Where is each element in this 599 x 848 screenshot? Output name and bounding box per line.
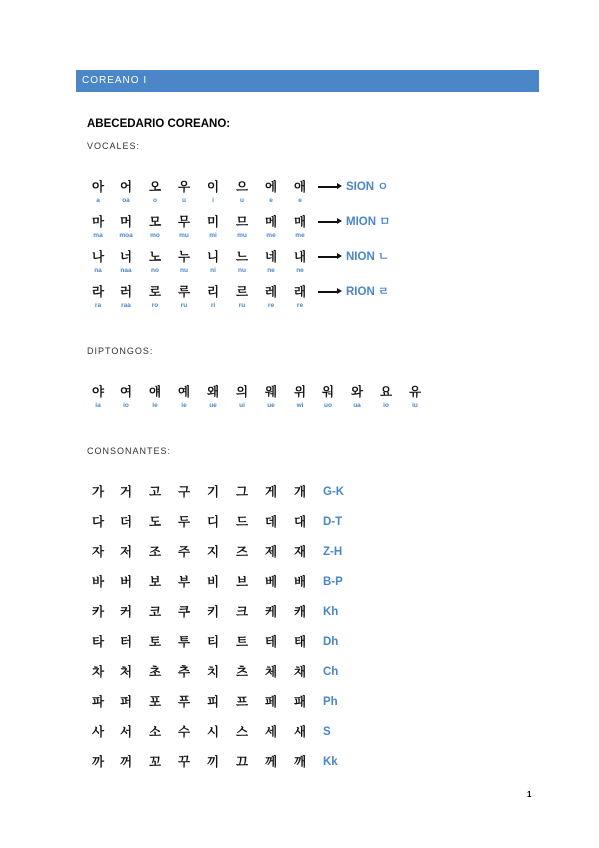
romanization: a — [96, 197, 100, 204]
syllable: 여 — [119, 384, 133, 399]
syllable: 브 — [235, 574, 249, 589]
syllable: 꾸 — [177, 754, 191, 769]
syllable: 구 — [177, 484, 191, 499]
romanization: ru — [180, 302, 188, 309]
syllable: 니 — [206, 249, 220, 264]
syllable: 내 — [293, 249, 307, 264]
consonant-row — [0, 514, 599, 532]
romanization: ne — [296, 267, 304, 274]
romanization: moa — [119, 232, 133, 239]
row-label: Ph — [323, 696, 338, 708]
syllable: 아 — [91, 179, 105, 194]
syllable: 체 — [264, 664, 278, 679]
page-number: 1 — [527, 790, 532, 799]
syllable: 패 — [293, 694, 307, 709]
arrow-icon — [318, 291, 338, 293]
syllable: 모 — [148, 214, 162, 229]
romanization: ue — [267, 402, 275, 409]
consonant-row — [0, 604, 599, 622]
romanization: me — [266, 232, 276, 239]
romanization: u — [182, 197, 186, 204]
syllable: 피 — [206, 694, 220, 709]
syllable: 우 — [177, 179, 191, 194]
syllable: 토 — [148, 634, 162, 649]
romanization: nu — [180, 267, 188, 274]
syllable: 끄 — [235, 754, 249, 769]
syllable: 르 — [235, 284, 249, 299]
syllable: 꼬 — [148, 754, 162, 769]
romanization: uo — [324, 402, 332, 409]
syllable: 고 — [148, 484, 162, 499]
row-label: Z-H — [323, 546, 343, 558]
row-label: Dh — [323, 636, 339, 648]
syllable: 와 — [350, 384, 364, 399]
syllable: 카 — [91, 604, 105, 619]
syllable: 의 — [235, 384, 249, 399]
romanization: iu — [412, 402, 418, 409]
syllable: 소 — [148, 724, 162, 739]
romanization: mu — [237, 232, 247, 239]
syllable: 머 — [119, 214, 133, 229]
syllable: 얘 — [148, 384, 162, 399]
syllable: 게 — [264, 484, 278, 499]
row-label: RION ㄹ — [346, 286, 390, 298]
syllable: 쿠 — [177, 604, 191, 619]
syllable: 웨 — [264, 384, 278, 399]
romanization: mi — [209, 232, 217, 239]
syllable: 로 — [148, 284, 162, 299]
row-label: MION ㅁ — [346, 216, 391, 228]
syllable: 께 — [264, 754, 278, 769]
syllable: 메 — [264, 214, 278, 229]
syllable: 사 — [91, 724, 105, 739]
syllable: 느 — [235, 249, 249, 264]
section-diptongos-label: DIPTONGOS: — [87, 346, 154, 356]
romanization: me — [295, 232, 305, 239]
consonant-row — [0, 664, 599, 682]
romanization: re — [267, 302, 275, 309]
syllable: 추 — [177, 664, 191, 679]
syllable: 두 — [177, 514, 191, 529]
syllable: 커 — [119, 604, 133, 619]
romanization: o — [153, 197, 157, 204]
romanization: ne — [267, 267, 275, 274]
syllable: 가 — [91, 484, 105, 499]
romanization: io — [383, 402, 389, 409]
syllable: 키 — [206, 604, 220, 619]
romanization: ra — [94, 302, 102, 309]
syllable: 루 — [177, 284, 191, 299]
syllable: 래 — [293, 284, 307, 299]
row-label: Kh — [323, 606, 339, 618]
page-title: ABECEDARIO COREANO: — [87, 118, 231, 130]
section-vocales-label: VOCALES: — [87, 141, 141, 151]
syllable: 트 — [235, 634, 249, 649]
syllable: 매 — [293, 214, 307, 229]
syllable: 오 — [148, 179, 162, 194]
syllable: 네 — [264, 249, 278, 264]
syllable: 티 — [206, 634, 220, 649]
romanization: na — [94, 267, 102, 274]
syllable: 유 — [408, 384, 422, 399]
syllable: 왜 — [206, 384, 220, 399]
consonant-row — [0, 574, 599, 592]
arrow-icon — [318, 221, 338, 223]
syllable: 나 — [91, 249, 105, 264]
romanization: naa — [120, 267, 132, 274]
row-label: NION ㄴ — [346, 251, 390, 263]
syllable: 드 — [235, 514, 249, 529]
syllable: 미 — [206, 214, 220, 229]
romanization: mo — [150, 232, 160, 239]
syllable: 애 — [293, 179, 307, 194]
syllable: 치 — [206, 664, 220, 679]
romanization: io — [123, 402, 129, 409]
syllable: 태 — [293, 634, 307, 649]
syllable: 배 — [293, 574, 307, 589]
syllable: 서 — [119, 724, 133, 739]
romanization: re — [296, 302, 304, 309]
syllable: 세 — [264, 724, 278, 739]
syllable: 코 — [148, 604, 162, 619]
romanization: ui — [239, 402, 245, 409]
syllable: 주 — [177, 544, 191, 559]
romanization: raa — [121, 302, 131, 309]
syllable: 거 — [119, 484, 133, 499]
syllable: 어 — [119, 179, 133, 194]
row-label: G-K — [323, 486, 345, 498]
romanization: wi — [296, 402, 304, 409]
syllable: 조 — [148, 544, 162, 559]
syllable: 까 — [91, 754, 105, 769]
syllable: 부 — [177, 574, 191, 589]
syllable: 디 — [206, 514, 220, 529]
arrow-icon — [318, 256, 338, 258]
romanization: ru — [238, 302, 246, 309]
romanization: e — [298, 197, 302, 204]
syllable: 마 — [91, 214, 105, 229]
vocal-row — [0, 249, 599, 279]
romanization: mu — [179, 232, 189, 239]
syllable: 페 — [264, 694, 278, 709]
syllable: 새 — [293, 724, 307, 739]
vocal-row — [0, 214, 599, 244]
syllable: 베 — [264, 574, 278, 589]
vocal-row — [0, 284, 599, 314]
romanization: ie — [181, 402, 187, 409]
syllable: 버 — [119, 574, 133, 589]
syllable: 다 — [91, 514, 105, 529]
syllable: 으 — [235, 179, 249, 194]
section-consonantes-label: CONSONANTES: — [87, 446, 172, 456]
syllable: 너 — [119, 249, 133, 264]
syllable: 포 — [148, 694, 162, 709]
syllable: 프 — [235, 694, 249, 709]
vocal-row — [0, 179, 599, 209]
syllable: 초 — [148, 664, 162, 679]
row-label: Kk — [323, 756, 338, 768]
romanization: ie — [152, 402, 158, 409]
syllable: 지 — [206, 544, 220, 559]
row-label: B-P — [323, 576, 343, 588]
romanization: ni — [210, 267, 216, 274]
syllable: 캐 — [293, 604, 307, 619]
romanization: ia — [95, 402, 101, 409]
syllable: 케 — [264, 604, 278, 619]
header-title: COREANO I — [82, 75, 148, 86]
syllable: 대 — [293, 514, 307, 529]
consonant-row — [0, 634, 599, 652]
syllable: 수 — [177, 724, 191, 739]
syllable: 테 — [264, 634, 278, 649]
syllable: 크 — [235, 604, 249, 619]
syllable: 기 — [206, 484, 220, 499]
syllable: 터 — [119, 634, 133, 649]
header-bar — [76, 70, 539, 92]
diptongo-row — [0, 384, 599, 414]
syllable: 처 — [119, 664, 133, 679]
romanization: ua — [353, 402, 361, 409]
syllable: 데 — [264, 514, 278, 529]
syllable: 푸 — [177, 694, 191, 709]
romanization: nu — [238, 267, 246, 274]
syllable: 야 — [91, 384, 105, 399]
syllable: 재 — [293, 544, 307, 559]
syllable: 보 — [148, 574, 162, 589]
romanization: no — [151, 267, 159, 274]
syllable: 에 — [264, 179, 278, 194]
syllable: 즈 — [235, 544, 249, 559]
romanization: i — [212, 197, 214, 204]
syllable: 시 — [206, 724, 220, 739]
syllable: 워 — [321, 384, 335, 399]
syllable: 스 — [235, 724, 249, 739]
syllable: 차 — [91, 664, 105, 679]
syllable: 레 — [264, 284, 278, 299]
syllable: 예 — [177, 384, 191, 399]
syllable: 도 — [148, 514, 162, 529]
romanization: ma — [93, 232, 103, 239]
romanization: u — [240, 197, 244, 204]
syllable: 무 — [177, 214, 191, 229]
syllable: 위 — [293, 384, 307, 399]
syllable: 채 — [293, 664, 307, 679]
arrow-icon — [318, 186, 338, 188]
syllable: 바 — [91, 574, 105, 589]
row-label: D-T — [323, 516, 343, 528]
romanization: e — [269, 197, 273, 204]
syllable: 파 — [91, 694, 105, 709]
syllable: 타 — [91, 634, 105, 649]
syllable: 누 — [177, 249, 191, 264]
syllable: 자 — [91, 544, 105, 559]
syllable: 꺼 — [119, 754, 133, 769]
consonant-row — [0, 724, 599, 742]
romanization: ue — [209, 402, 217, 409]
syllable: 투 — [177, 634, 191, 649]
syllable: 츠 — [235, 664, 249, 679]
syllable: 더 — [119, 514, 133, 529]
syllable: 러 — [119, 284, 133, 299]
syllable: 제 — [264, 544, 278, 559]
syllable: 라 — [91, 284, 105, 299]
romanization: ro — [151, 302, 159, 309]
consonant-row — [0, 544, 599, 562]
row-label: Ch — [323, 666, 339, 678]
consonant-row — [0, 754, 599, 772]
consonant-row — [0, 484, 599, 502]
syllable: 므 — [235, 214, 249, 229]
syllable: 요 — [379, 384, 393, 399]
romanization: oa — [122, 197, 130, 204]
syllable: 깨 — [293, 754, 307, 769]
syllable: 저 — [119, 544, 133, 559]
row-label: SION ㅇ — [346, 181, 389, 193]
syllable: 리 — [206, 284, 220, 299]
consonant-row — [0, 694, 599, 712]
syllable: 그 — [235, 484, 249, 499]
syllable: 끼 — [206, 754, 220, 769]
syllable: 비 — [206, 574, 220, 589]
syllable: 퍼 — [119, 694, 133, 709]
syllable: 노 — [148, 249, 162, 264]
row-label: S — [323, 726, 331, 738]
syllable: 개 — [293, 484, 307, 499]
romanization: ri — [210, 302, 216, 309]
syllable: 이 — [206, 179, 220, 194]
